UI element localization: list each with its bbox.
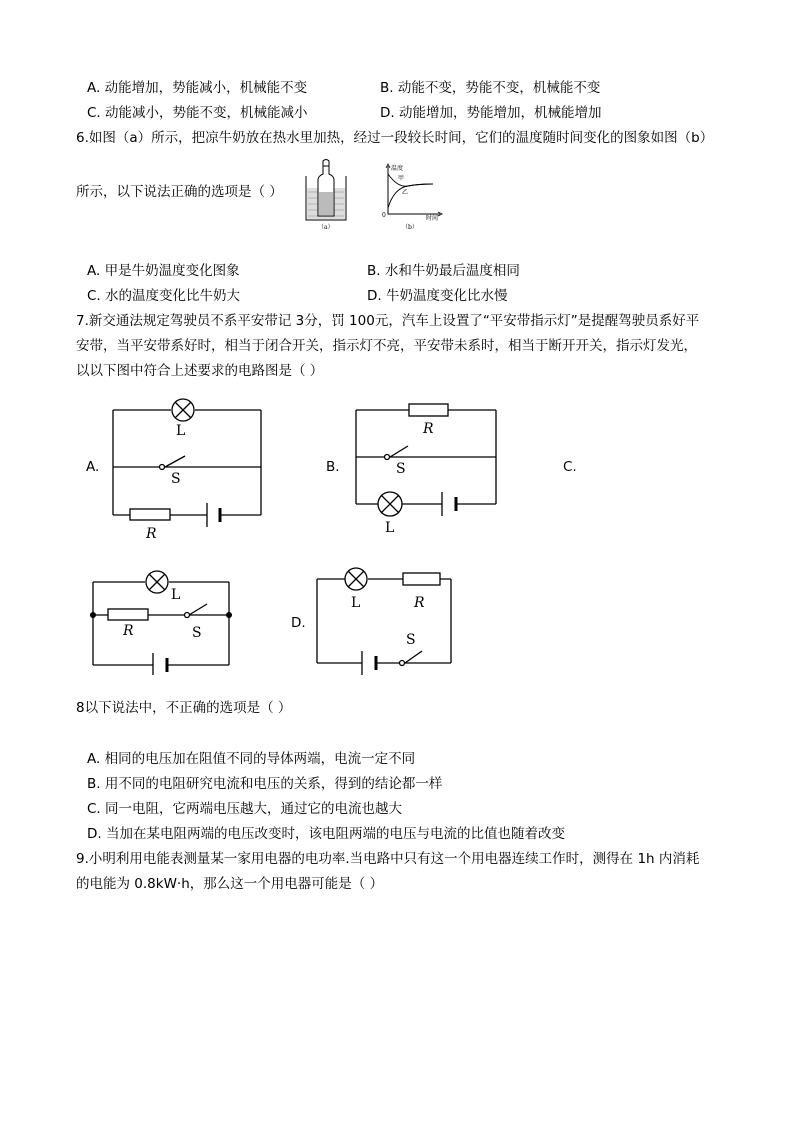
q7-stem-line2: 安带，当平安带系好时，相当于闭合开关，指示灯不亮，平安带未系时，相当于断开开关，指示灯发光，	[76, 338, 697, 354]
q6-option-d: D. 牛奶温度变化比水慢	[367, 288, 508, 304]
temperature-graph	[382, 164, 442, 231]
q7-stem-line3: 以以下图中符合上述要求的电路图是（ ）	[76, 363, 324, 379]
q9-stem-line2: 的电能为 0.8kW·h，那么这一个用电器可能是（ ）	[76, 876, 384, 892]
q8-option-d: D. 当加在某电阻两端的电压改变时，该电阻两端的电压与电流的比值也随着改变	[87, 826, 565, 842]
graph-ylabel: 温度	[391, 165, 404, 172]
q7-option-d-label: D.	[291, 615, 306, 631]
q5-option-a: A. 动能增加，势能减小，机械能不变	[87, 80, 308, 96]
switch-label: S	[406, 632, 416, 648]
lamp-label: L	[171, 587, 181, 603]
q7-stem-line1: 7.新交通法规定驾驶员不系平安带记 3分，罚 100元，汽车上设置了“平安带指示灯”是提醒驾驶员系好平	[76, 313, 700, 329]
circuit-d	[310, 560, 460, 685]
resistor-label: R	[123, 623, 134, 639]
q7-option-a-label: A.	[86, 459, 100, 475]
graph-origin: 0	[382, 212, 386, 219]
q5-option-d: D. 动能增加，势能增加，机械能增加	[380, 105, 602, 121]
q6-option-b: B. 水和牛奶最后温度相同	[367, 263, 520, 279]
beaker-figure	[306, 160, 346, 232]
q8-option-c: C. 同一电阻，它两端电压越大，通过它的电流也越大	[87, 801, 403, 817]
curve-milk	[388, 184, 433, 208]
switch-label: S	[396, 461, 406, 477]
q7-option-b-label: B.	[326, 459, 340, 475]
switch-label: S	[171, 471, 181, 487]
q6-figure	[298, 158, 448, 232]
resistor-label: R	[414, 595, 425, 611]
curve-yi-label: 乙	[402, 189, 409, 196]
circuit-b	[345, 400, 510, 540]
graph-xlabel: 时间	[426, 215, 439, 222]
q8-stem: 8以下说法中，不正确的选项是（ ）	[76, 700, 292, 716]
resistor-label: R	[423, 421, 434, 437]
q5-option-c: C. 动能减小，势能不变，机械能减小	[87, 105, 308, 121]
lamp-label: L	[176, 423, 186, 439]
fig-a-caption: （a）	[318, 224, 334, 231]
fig-b-caption: （b）	[402, 224, 418, 231]
q6-option-c: C. 水的温度变化比牛奶大	[87, 288, 241, 304]
circuit-c	[85, 565, 245, 675]
resistor-label: R	[146, 526, 157, 542]
q7-option-c-label: C.	[563, 459, 577, 475]
switch-label: S	[192, 625, 202, 641]
lamp-label: L	[351, 595, 361, 611]
curve-jia-label: 甲	[398, 175, 405, 182]
q5-option-b: B. 动能不变，势能不变，机械能不变	[380, 80, 601, 96]
q6-stem-line1: 6.如图（a）所示，把凉牛奶放在热水里加热，经过一段较长时间，它们的温度随时间变化的图象如图（b）	[76, 130, 714, 146]
lamp-label: L	[385, 520, 395, 536]
q9-stem-line1: 9.小明利用电能表测量某一家用电器的电功率.当电路中只有这一个用电器连续工作时，测得在 1h 内消耗	[76, 851, 700, 867]
circuit-a	[100, 390, 275, 550]
q6-option-a: A. 甲是牛奶温度变化图象	[87, 263, 240, 279]
q8-option-a: A. 相同的电压加在阻值不同的导体两端，电流一定不同	[87, 751, 416, 767]
q8-option-b: B. 用不同的电阻研究电流和电压的关系，得到的结论都一样	[87, 776, 443, 792]
q6-stem-line2: 所示，以下说法正确的选项是（ ）	[76, 184, 283, 200]
